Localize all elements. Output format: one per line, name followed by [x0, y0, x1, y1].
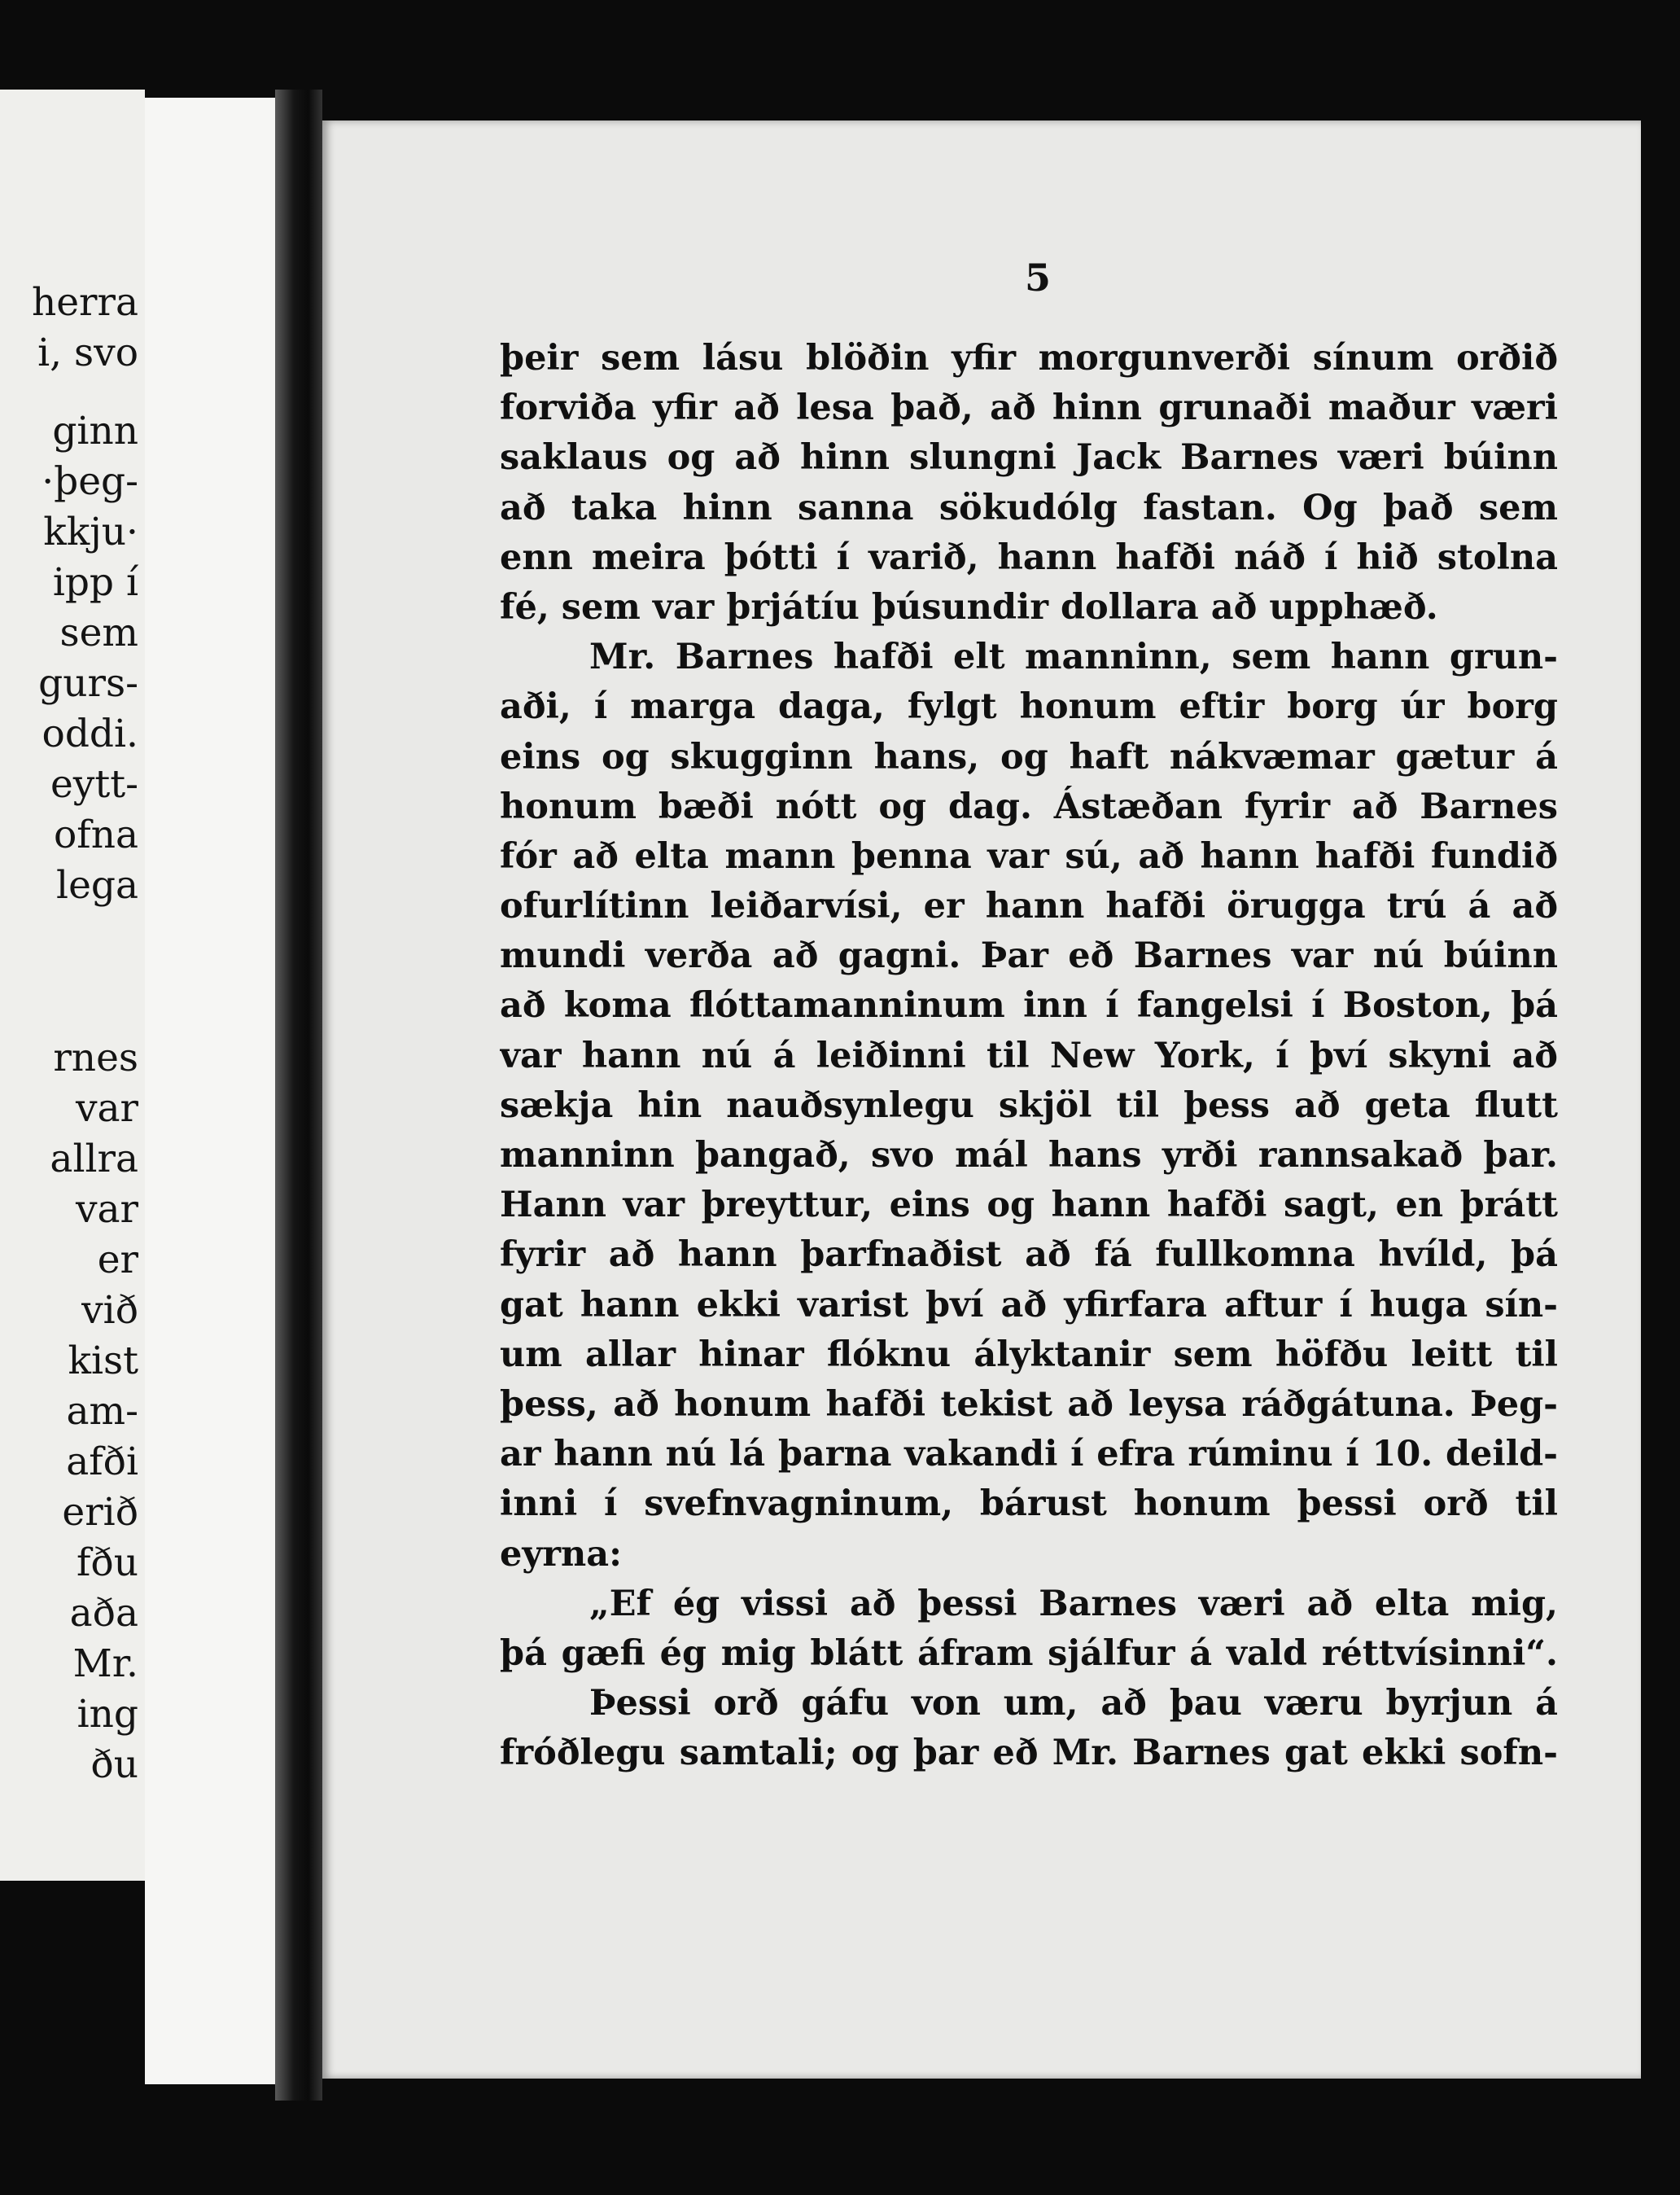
left-line-fragment: allra: [50, 1137, 138, 1181]
text-line: „Ef ég vissi að þessi Barnes væri að elta mig,: [589, 1583, 1558, 1624]
text-line: að taka hinn sanna sökudólg fastan. Og það sem: [500, 487, 1558, 528]
left-line-fragment: ipp í: [52, 560, 138, 605]
text-line: Hann var þreyttur, eins og hann hafði sagt, en þrátt: [500, 1185, 1558, 1226]
text-line: Mr. Barnes hafði elt manninn, sem hann grun-: [589, 637, 1558, 678]
page-number: 5: [1025, 256, 1052, 300]
text-line: aði, í marga daga, fylgt honum eftir borg úr borg: [500, 686, 1558, 728]
left-line-fragment: var: [75, 1086, 138, 1131]
left-line-fragment: ing: [77, 1692, 138, 1737]
left-line-fragment: sem: [59, 611, 138, 655]
text-line: mundi verða að gagni. Þar eð Barnes var nú búinn: [500, 935, 1558, 977]
left-line-fragment: i, svo: [37, 331, 138, 375]
left-line-fragment: herra: [31, 280, 138, 325]
text-line: ar hann nú lá þarna vakandi í efra rúminu í 10. deild-: [500, 1434, 1558, 1475]
text-line: saklaus og að hinn slungni Jack Barnes væri búinn: [500, 437, 1558, 479]
text-line: fróðlegu samtali; og þar eð Mr. Barnes gat ekki sofn-: [500, 1733, 1558, 1774]
text-line: þeir sem lásu blöðin yfir morgunverði sínum orðið: [500, 338, 1558, 379]
left-line-fragment: fðu: [77, 1540, 138, 1585]
page-text-body: [500, 334, 1558, 1778]
text-line: manninn þangað, svo mál hans yrði rannsakað þar.: [500, 1135, 1558, 1176]
left-line-fragment: kkju·: [43, 510, 138, 554]
left-line-fragment: erið: [62, 1490, 138, 1535]
text-line: var hann nú á leiðinni til New York, í því skyni að: [500, 1035, 1558, 1076]
left-line-fragment: ofna: [54, 813, 138, 857]
left-line-fragment: am-: [66, 1389, 138, 1434]
blank-margin-strip: [145, 98, 275, 2084]
left-line-fragment: Mr.: [72, 1641, 138, 1686]
left-line-fragment: var: [75, 1187, 138, 1232]
left-line-fragment: er: [97, 1238, 138, 1282]
left-line-fragment: aða: [69, 1591, 138, 1636]
text-line: þess, að honum hafði tekist að leysa ráðgátuna. Þeg-: [500, 1383, 1558, 1425]
book-binding-gutter: [275, 90, 322, 2101]
left-line-fragment: kist: [68, 1338, 138, 1383]
left-line-fragment: lega: [56, 863, 138, 908]
left-line-fragment: ginn: [52, 409, 138, 453]
text-line: um allar hinar flóknu ályktanir sem höfðu leitt til: [500, 1334, 1558, 1375]
left-line-fragment: oddi.: [42, 712, 138, 756]
left-line-fragment: við: [81, 1288, 138, 1333]
text-line: gat hann ekki varist því að yfirfara aftur í huga sín-: [500, 1284, 1558, 1325]
text-line: eins og skugginn hans, og haft nákvæmar gætur á: [500, 736, 1558, 778]
left-line-fragment: afði: [66, 1439, 138, 1484]
text-line: þá gæfi ég mig blátt áfram sjálfur á vald réttvísinni“.: [500, 1632, 1558, 1674]
text-line: að koma flóttamanninum inn í fangelsi í Boston, þá: [500, 985, 1558, 1027]
left-line-fragment: eytt-: [50, 762, 138, 807]
left-line-fragment: gurs-: [38, 661, 138, 706]
left-line-fragment: ·þeg-: [42, 459, 138, 504]
previous-page-fragment: [0, 90, 145, 1881]
text-line: honum bæði nótt og dag. Ástæðan fyrir að Barnes: [500, 786, 1558, 827]
text-line: Þessi orð gáfu von um, að þau væru byrjun á: [589, 1683, 1558, 1724]
text-line: sækja hin nauðsynlegu skjöl til þess að geta flutt: [500, 1084, 1558, 1126]
text-line: inni í svefnvagninum, bárust honum þessi orð til: [500, 1483, 1558, 1525]
text-line: fór að elta mann þenna var sú, að hann hafði fundið: [500, 835, 1558, 877]
text-line: ofurlítinn leiðarvísi, er hann hafði örugga trú á að: [500, 886, 1558, 927]
book-page: [322, 120, 1641, 2079]
text-line: fyrir að hann þarfnaðist að fá fullkomna hvíld, þá: [500, 1234, 1558, 1276]
text-line: enn meira þótti í varið, hann hafði náð í hið stolna: [500, 537, 1558, 578]
text-line: fé, sem var þrjátíu þúsundir dollara að upphæð.: [500, 586, 1438, 628]
text-line: eyrna:: [500, 1533, 622, 1575]
left-line-fragment: rnes: [53, 1036, 138, 1080]
text-line: forviða yfir að lesa það, að hinn grunaði maður væri: [500, 388, 1558, 429]
left-line-fragment: ðu: [90, 1742, 138, 1787]
